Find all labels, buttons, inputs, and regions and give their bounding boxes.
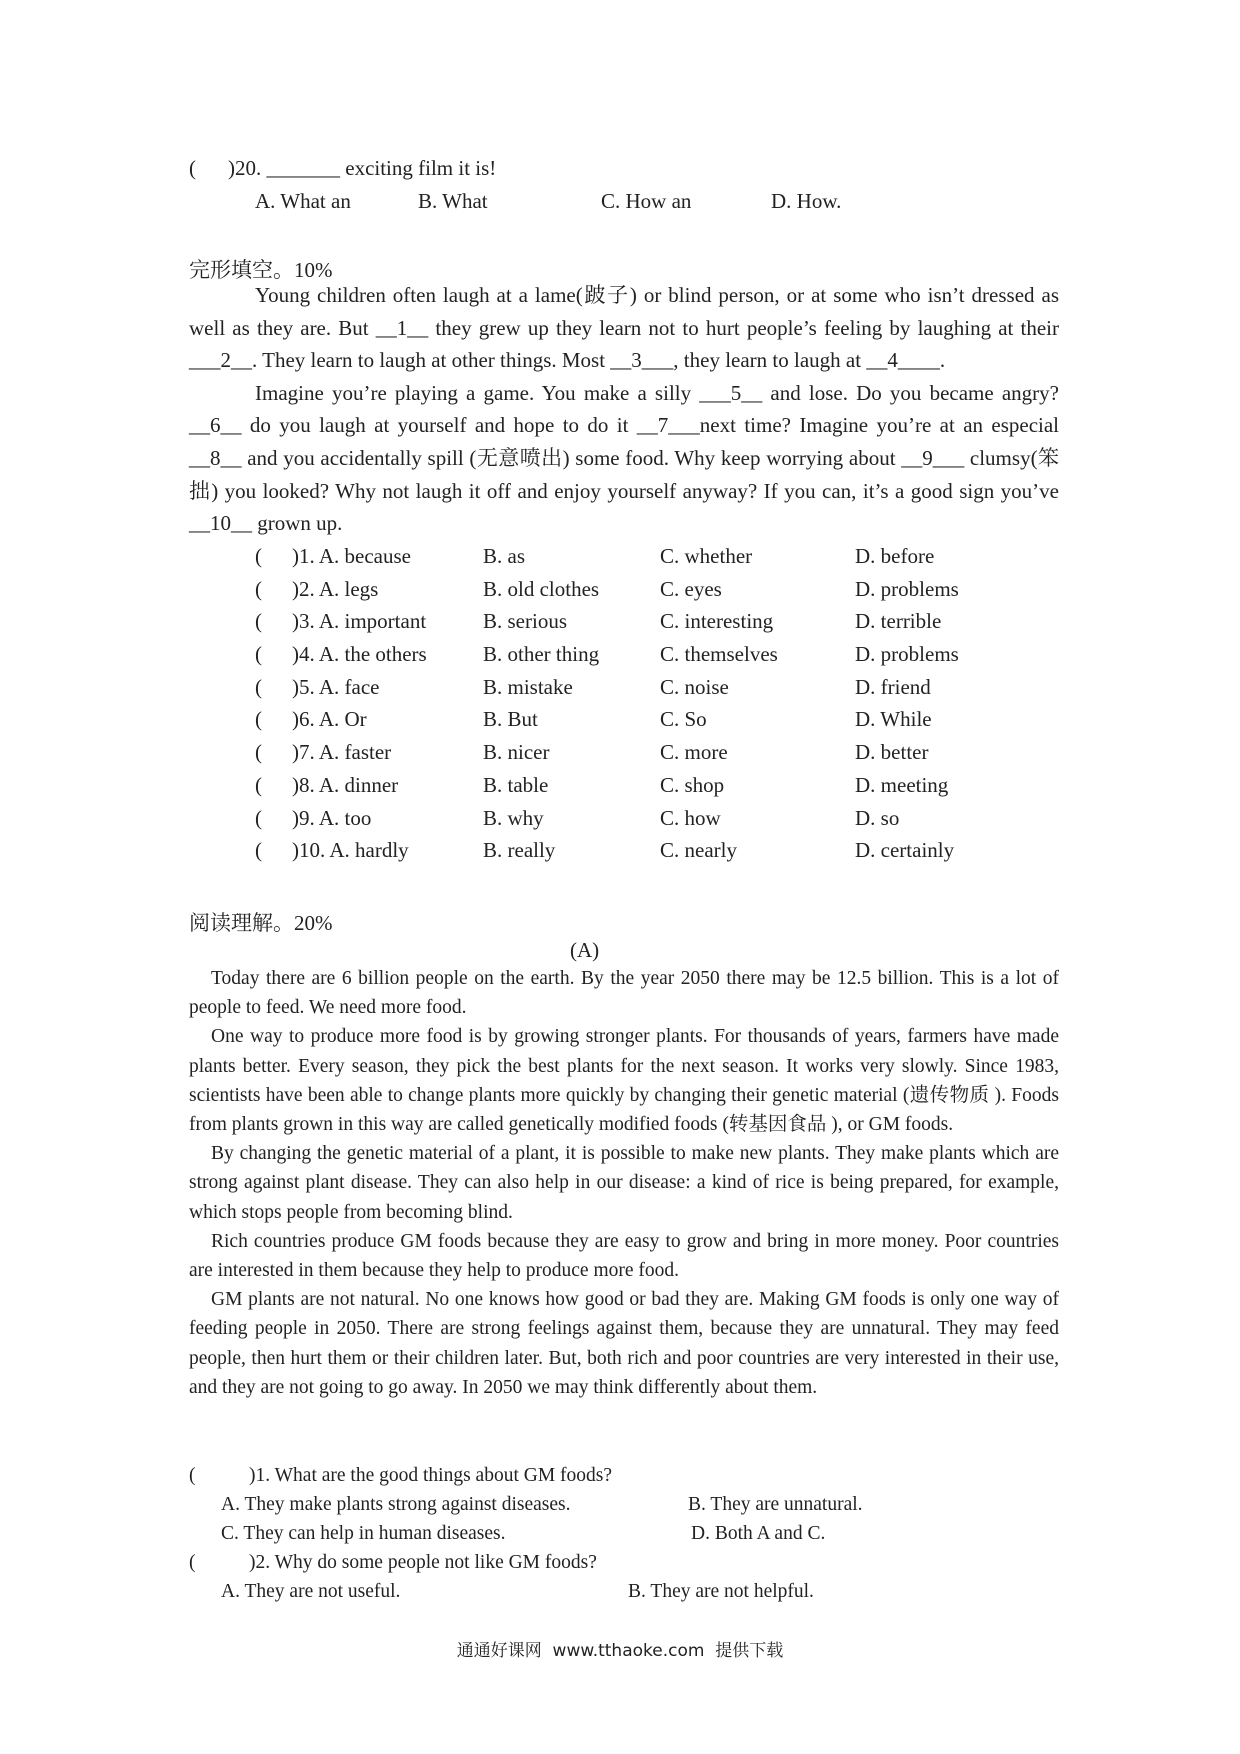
option-d: D. certainly xyxy=(855,838,955,863)
option-b: B. why xyxy=(483,805,544,830)
question-number: )3. A. important xyxy=(292,609,427,634)
cloze-question-row: ( )1. A. because B. as C. whether D. before xyxy=(255,544,935,568)
question-number: )8. A. dinner xyxy=(292,772,399,797)
reading-q2-paren: ( xyxy=(189,1552,196,1573)
option-c: C. more xyxy=(660,740,728,765)
cloze-question-row: ( )2. A. legs B. old clothes C. eyes D. problems xyxy=(255,576,959,601)
option-b: B. really xyxy=(483,838,556,863)
q20-option-b: B. What xyxy=(418,189,488,213)
option-c: C. eyes xyxy=(660,576,722,601)
cloze-question-grid xyxy=(255,544,1055,871)
reading-q1-option-a: A. They make plants strong against diseases. xyxy=(221,1494,571,1515)
reading-paragraph-4: Rich countries produce GM foods because they are easy to grow and bring in more money. Poor countries are interested in them because they help to produce more food. xyxy=(189,1230,1059,1282)
cloze-paragraph-2: Imagine you’re playing a game. You make a silly ___5__ and lose. Do you became angry? __6__ do you laugh at yourself and hope to do it __7___next time? Imagine you’re at an especial __8__ and you accidentally spill (无意喷出) some food. Why keep worrying about __9___ clumsy(笨拙) you looked? Why not laugh it off and enjoy yourself anyway? If you can, it’s a good sign you’ve __10__ grown up. xyxy=(189,380,1060,536)
reading-paragraph-2: One way to produce more food is by growing stronger plants. For thousands of years, farmers have made plants better. Every season, they pick the best plants for the next season. It works very slowly. Since 1983, scientists have been able to change plants more quickly by changing their genetic material (遗传物质 ). Foods from plants grown in this way are called genetically modified foods (转基因食品 ), or GM foods. xyxy=(189,1026,1059,1136)
question-number: )4. A. the others xyxy=(292,642,427,667)
reading-q1-paren: ( xyxy=(189,1465,196,1486)
option-c: C. whether xyxy=(660,544,753,568)
q20-paren: ( xyxy=(189,156,196,180)
cloze-heading: 完形填空。10% xyxy=(189,258,333,282)
reading-passage xyxy=(189,964,1059,1402)
option-b: B. mistake xyxy=(483,674,573,699)
q20-option-c: C. How an xyxy=(601,189,692,213)
option-b: B. other thing xyxy=(483,642,600,667)
option-c: C. noise xyxy=(660,674,729,699)
cloze-question-row: ( )8. A. dinner B. table C. shop D. meeting xyxy=(255,772,949,797)
cloze-passage xyxy=(189,279,1059,540)
option-c: C. interesting xyxy=(660,609,774,634)
page-footer: 通通好课网 www.tthaoke.com 提供下载 xyxy=(456,1641,784,1661)
cloze-question-row: ( )5. A. face B. mistake C. noise D. friend xyxy=(255,674,931,699)
option-d: D. before xyxy=(855,544,935,568)
option-d: D. terrible xyxy=(855,609,942,634)
option-b: B. old clothes xyxy=(483,576,600,601)
question-number: )5. A. face xyxy=(292,674,380,699)
q20-option-a: A. What an xyxy=(255,189,351,213)
reading-q1-stem: )1. What are the good things about GM foods? xyxy=(249,1465,613,1486)
question-number: )10. A. hardly xyxy=(292,838,409,863)
question-number: )2. A. legs xyxy=(292,576,379,601)
option-c: C. shop xyxy=(660,772,725,797)
passage-label: (A) xyxy=(570,938,600,962)
option-d: D. meeting xyxy=(855,772,949,797)
question-number: )1. A. because xyxy=(292,544,411,568)
option-c: C. So xyxy=(660,707,707,732)
cloze-question-row: ( )3. A. important B. serious C. interesting D. terrible xyxy=(255,609,942,634)
reading-heading: 阅读理解。20% xyxy=(189,911,333,935)
reading-q2-option-a: A. They are not useful. xyxy=(221,1581,401,1602)
cloze-question-row: ( )7. A. faster B. nicer C. more D. better xyxy=(255,740,929,765)
option-d: D. problems xyxy=(855,576,959,601)
option-c: C. how xyxy=(660,805,721,830)
reading-q2-stem: )2. Why do some people not like GM foods? xyxy=(249,1552,597,1573)
reading-paragraph-3: By changing the genetic material of a plant, it is possible to make new plants. They make plants which are strong against plant disease. They can also help in our disease: a kind of rice is being prepared, for example, which stops people from becoming blind. xyxy=(189,1143,1059,1223)
option-b: B. nicer xyxy=(483,740,550,765)
reading-q1-option-b: B. They are unnatural. xyxy=(688,1494,863,1515)
cloze-question-row: ( )9. A. too B. why C. how D. so xyxy=(255,805,900,830)
cloze-paragraph-1: Young children often laugh at a lame(跛子) or blind person, or at some who isn’t dressed as well as they are. But __1__ they grew up they learn not to hurt people’s feeling by laughing at their ___2__. They learn to laugh at other things. Most __3___, they learn to laugh at __4____. xyxy=(189,283,1059,373)
reading-paragraph-5: GM plants are not natural. No one knows how good or bad they are. Making GM foods is only one way of feeding people in 2050. There are strong feelings against them, because they are unnatural. They may feed people, then hurt them or their children later. But, both rich and poor countries are very interested in their use, and they are not going to go away. In 2050 we may think differently about them. xyxy=(189,1289,1059,1398)
option-d: D. While xyxy=(855,707,932,732)
cloze-question-row: ( )6. A. Or B. But C. So D. While xyxy=(255,707,932,732)
option-b: B. as xyxy=(483,544,525,568)
question-number: )9. A. too xyxy=(292,805,372,830)
option-b: B. But xyxy=(483,707,538,732)
option-c: C. themselves xyxy=(660,642,778,667)
question-number: )7. A. faster xyxy=(292,740,392,765)
reading-q2-option-b: B. They are not helpful. xyxy=(628,1581,814,1602)
option-d: D. problems xyxy=(855,642,959,667)
reading-q1-option-c: C. They can help in human diseases. xyxy=(221,1523,506,1544)
option-c: C. nearly xyxy=(660,838,737,863)
q20-stem: )20. _______ exciting film it is! xyxy=(228,156,497,180)
option-d: D. so xyxy=(855,805,900,830)
cloze-question-row: ( )10. A. hardly B. really C. nearly D. certainly xyxy=(255,838,955,863)
q20-option-d: D. How. xyxy=(771,189,842,213)
reading-paragraph-1: Today there are 6 billion people on the earth. By the year 2050 there may be 12.5 billion. This is a lot of people to feed. We need more food. xyxy=(189,968,1059,1019)
question-number: )6. A. Or xyxy=(292,707,367,732)
option-b: B. serious xyxy=(483,609,567,634)
option-d: D. friend xyxy=(855,674,931,699)
option-d: D. better xyxy=(855,740,929,765)
option-b: B. table xyxy=(483,772,549,797)
reading-q1-option-d: D. Both A and C. xyxy=(691,1523,826,1544)
cloze-question-row: ( )4. A. the others B. other thing C. themselves D. problems xyxy=(255,642,959,667)
